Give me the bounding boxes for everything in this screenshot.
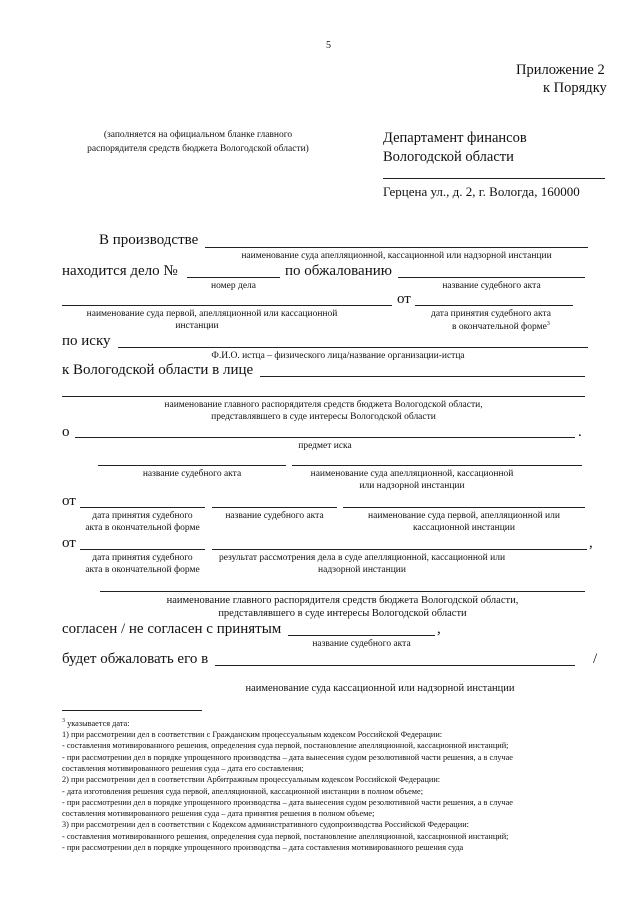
caption-date-2: в окончательной форме$^3$ xyxy=(452,321,550,333)
footnote-line: - при рассмотрении дел в порядке упрощенного производства – дата вынесения судом резолютивной части решения, а в случае xyxy=(62,752,513,762)
label-case-is: находится дело № xyxy=(62,263,178,279)
footnote-line: - при рассмотрении дел в порядке упрощенного производства – дата вынесения судом резолютивной части решения, а в случае xyxy=(62,797,513,807)
field-main-manager[interactable] xyxy=(260,376,585,377)
label-will-appeal: будет обжаловать его в xyxy=(62,651,209,667)
caption-court-appeal: наименование суда апелляционной, кассационной или надзорной инстанции xyxy=(241,251,552,261)
footnote-divider xyxy=(62,710,202,711)
field-court-cass[interactable] xyxy=(215,665,575,666)
caption-act-name: название судебного акта xyxy=(442,281,541,291)
footnote-line: 3) при рассмотрении дел в соответствии с Кодексом административного судопроизводства Российской Федерации: xyxy=(62,820,469,830)
caption-court3-1: наименование суда первой, апелляционной или xyxy=(368,511,560,521)
caption-result-1: результат рассмотрения дела в суде апелляционной, кассационной или xyxy=(218,553,506,563)
footnote-line: составления мотивированного решения суда – дата принятия решения в полном объеме; xyxy=(62,809,375,819)
footnote-line: - составления мотивированного решения, определения суда первой, постановление апелляционной, кассационной инстанций; xyxy=(62,741,509,751)
field-act-name4[interactable] xyxy=(288,635,435,636)
label-from2: от xyxy=(62,493,76,509)
caption-date2-1: дата принятия судебного xyxy=(92,511,193,521)
label-agree: согласен / не согласен с принятым xyxy=(62,621,282,637)
footnote-line: - дата изготовления решения суда первой, апелляционной, кассационной инстанции в полном объеме; xyxy=(62,786,424,796)
label-from: от xyxy=(397,291,411,307)
caption-date2-2: акта в окончательной форме xyxy=(85,523,200,533)
appendix-subtitle: к Порядку xyxy=(543,80,607,96)
caption-act-name3: название судебного акта xyxy=(225,511,324,521)
caption-date3-1: дата принятия судебного xyxy=(92,553,193,563)
recipient-line1: Департамент финансов xyxy=(383,130,527,146)
caption-date3-2: акта в окончательной форме xyxy=(85,565,200,575)
caption-court3-2: кассационной инстанции xyxy=(413,523,515,533)
appendix-title: Приложение 2 xyxy=(516,62,605,78)
footnote-line: 2) при рассмотрении дел в соответствии Арбитражным процессуальным кодексом Российской Федерации: xyxy=(62,775,441,785)
field-main-manager-cont[interactable] xyxy=(62,396,585,397)
caption-court-appeal2-1: наименование суда апелляционной, кассационной xyxy=(310,469,514,479)
appeal-slash: / xyxy=(593,651,598,667)
field-date3[interactable] xyxy=(80,549,205,550)
caption-court-appeal2-2: или надзорной инстанции xyxy=(359,481,465,491)
label-to-region: к Вологодской области в лице xyxy=(62,362,254,378)
caption-main-manager-1: наименование главного распорядителя средств бюджета Вологодской области, xyxy=(164,400,483,410)
caption-case-number: номер дела xyxy=(210,281,256,291)
caption-court-cass: наименование суда кассационной или надзорной инстанции xyxy=(245,683,515,694)
caption-subject: предмет иска xyxy=(298,441,352,451)
field-plaintiff[interactable] xyxy=(118,347,588,348)
label-in-production: В производстве xyxy=(99,232,199,248)
label-on-appeal: по обжалованию xyxy=(285,263,392,279)
caption-court-first-2: инстанции xyxy=(175,321,219,331)
footnote-line: 1) при рассмотрении дел в соответствии с Гражданским процессуальным кодексом Российской Федерации: xyxy=(62,730,443,739)
label-by-claim: по иску xyxy=(62,333,111,349)
result-comma: , xyxy=(589,535,593,551)
label-about: о xyxy=(62,424,70,440)
label-from3: от xyxy=(62,535,76,551)
recipient-line2: Вологодской области xyxy=(383,149,514,165)
field-court3[interactable] xyxy=(343,507,585,508)
field-act-name[interactable] xyxy=(398,277,585,278)
field-act-name2[interactable] xyxy=(98,465,286,466)
page-number: 5 xyxy=(326,40,331,51)
caption-date-1: дата принятия судебного акта xyxy=(431,309,551,319)
caption-court-first-1: наименование суда первой, апелляционной или кассационной xyxy=(86,309,338,319)
field-court-appeal[interactable] xyxy=(205,247,588,248)
caption-act-name2: название судебного акта xyxy=(142,469,242,479)
footnote-line: - составления мотивированного решения, определения суда первой, постановление апелляционной, кассационной инстанций; xyxy=(62,831,509,841)
agree-comma: , xyxy=(437,621,441,637)
recipient-address: Герцена ул., д. 2, г. Вологда, 160000 xyxy=(383,184,580,199)
field-date2[interactable] xyxy=(80,507,205,508)
footnote-ref: 3 xyxy=(546,321,550,327)
field-court-appeal2[interactable] xyxy=(292,465,582,466)
caption-act-name4: название судебного акта xyxy=(312,639,411,649)
field-subject[interactable] xyxy=(75,437,575,438)
header-note-line1: (заполняется на официальном бланке главного xyxy=(103,130,293,140)
field-act-date[interactable] xyxy=(415,305,573,306)
caption-main-manager2-1: наименование главного распорядителя средств бюджета Вологодской области, xyxy=(166,595,519,606)
field-act-name3[interactable] xyxy=(212,507,337,508)
field-court-first[interactable] xyxy=(62,305,392,306)
footnote-title: $^3$ указывается дата: xyxy=(62,718,130,728)
footnote-line: - при рассмотрении дел в порядке упрощенного производства – дата составления мотивированного решения суда xyxy=(62,843,464,852)
footnote-line: составления мотивированного решения суда – дата его составления; xyxy=(62,763,304,773)
caption-main-manager-2: представлявшего в суде интересы Вологодской области xyxy=(211,412,436,422)
caption-plaintiff: Ф.И.О. истца – физического лица/название организации-истца xyxy=(211,351,465,361)
field-case-number[interactable] xyxy=(187,277,280,278)
caption-result-2: надзорной инстанции xyxy=(318,565,406,575)
field-result[interactable] xyxy=(212,549,587,550)
subject-period: . xyxy=(578,424,582,440)
field-main-manager2[interactable] xyxy=(100,591,585,592)
caption-main-manager2-2: представлявшего в суде интересы Вологодской области xyxy=(218,608,467,619)
recipient-divider xyxy=(383,178,605,179)
header-note-line2: распорядителя средств бюджета Вологодской области) xyxy=(87,144,309,154)
